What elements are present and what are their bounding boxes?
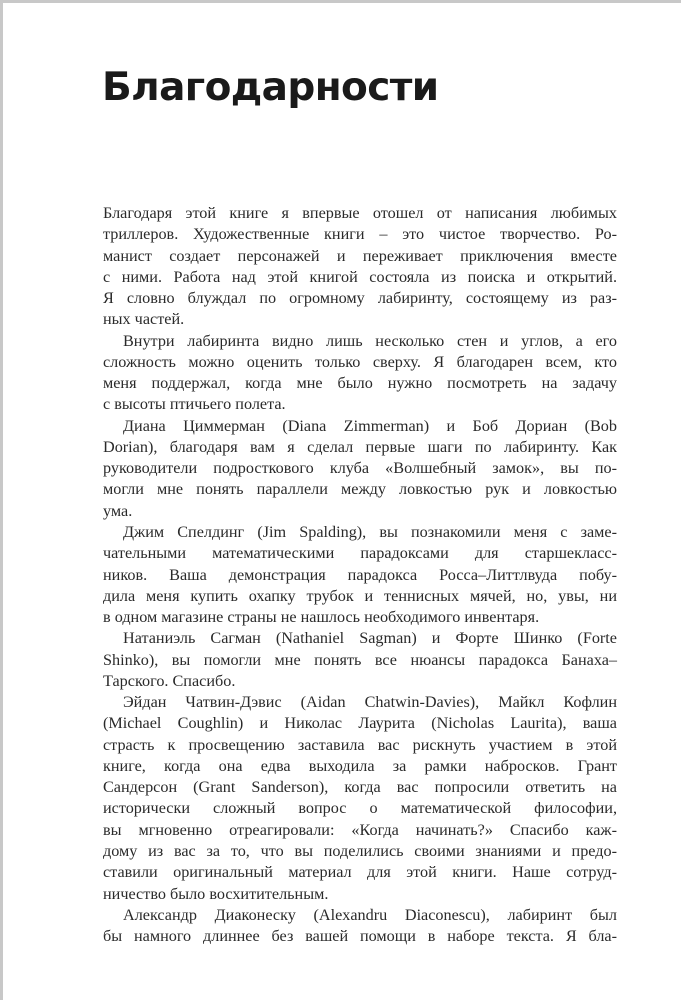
text-line: Я словно блуждал по огромному лабиринту, состоящему из раз- bbox=[103, 289, 617, 308]
text-line: Джим Спелдинг (Jim Spalding), вы познакомили меня с заме- bbox=[123, 522, 617, 541]
text-line: Dorian), благодаря вам я сделал первые шаги по лабиринту. Как bbox=[103, 437, 617, 456]
body-text bbox=[103, 203, 617, 947]
text-line: триллеров. Художественные книги – это чистое творчество. Ро- bbox=[103, 225, 617, 244]
text-line: Сандерсон (Grant Sanderson), когда вас попросили ответить на bbox=[103, 778, 617, 797]
text-line: чательными математическими парадоксами для старшекласс- bbox=[103, 544, 617, 563]
text-line: ума. bbox=[103, 501, 133, 520]
text-line: ничество было восхитительным. bbox=[103, 884, 329, 903]
text-line: могли мне понять параллели между ловкостью рук и ловкостью bbox=[103, 480, 617, 499]
paragraph bbox=[103, 203, 617, 331]
text-line: исторически сложный вопрос о математической философии, bbox=[103, 799, 617, 818]
text-line: ных частей. bbox=[103, 310, 185, 329]
text-line: страсть к просвещению заставила вас рискнуть участием в этой bbox=[103, 735, 617, 754]
text-line: манист создает персонажей и переживает приключения вместе bbox=[103, 246, 617, 265]
text-line: вы мгновенно отреагировали: «Когда начинать?» Спасибо каж- bbox=[103, 820, 617, 839]
text-line: ставили оригинальный материал для этой книги. Наше сотруд- bbox=[103, 863, 617, 882]
text-line: бы намного длиннее без вашей помощи в наборе текста. Я бла- bbox=[103, 927, 617, 946]
text-line: Александр Диаконеску (Alexandru Diaconescu), лабиринт был bbox=[123, 905, 617, 924]
paragraph bbox=[103, 692, 617, 905]
text-line: (Michael Coughlin) и Николас Лаурита (Nicholas Laurita), ваша bbox=[103, 714, 617, 733]
paragraph bbox=[103, 331, 617, 416]
text-line: дила меня купить охапку трубок и теннисных мячей, но, увы, ни bbox=[103, 586, 617, 605]
text-line: с ними. Работа над этой книгой состояла из поиска и открытий. bbox=[103, 267, 617, 286]
text-line: сложность можно оценить только сверху. Я благодарен всем, кто bbox=[103, 352, 617, 371]
text-line: дому из вас за то, что вы поделились своими знаниями и предо- bbox=[103, 841, 617, 860]
text-line: Эйдан Чатвин-Дэвис (Aidan Chatwin-Davies), Майкл Кофлин bbox=[123, 693, 617, 712]
text-line: Тарского. Спасибо. bbox=[103, 671, 236, 690]
text-line: в одном магазине страны не нашлось необходимого инвентаря. bbox=[103, 608, 540, 627]
paragraph bbox=[103, 522, 617, 628]
paragraph bbox=[103, 416, 617, 522]
text-line: Диана Циммерман (Diana Zimmerman) и Боб Дориан (Bob bbox=[123, 416, 617, 435]
text-line: руководители подросткового клуба «Волшебный замок», вы по- bbox=[103, 459, 617, 478]
text-line: Благодаря этой книге я впервые отошел от написания любимых bbox=[103, 204, 617, 222]
page-title: Благодарности bbox=[102, 65, 439, 110]
text-line: ников. Ваша демонстрация парадокса Росса–Литтлвуда побу- bbox=[103, 565, 617, 584]
text-line: Shinko), вы помогли мне понять все нюансы парадокса Банаха– bbox=[103, 650, 617, 669]
text-line: меня поддержал, когда мне было нужно посмотреть на задачу bbox=[103, 374, 617, 393]
paragraph bbox=[103, 628, 617, 692]
paragraph bbox=[103, 905, 617, 948]
text-line: с высоты птичьего полета. bbox=[103, 395, 286, 414]
text-line: книге, когда она едва выходила за рамки набросков. Грант bbox=[103, 756, 617, 775]
text-line: Натаниэль Сагман (Nathaniel Sagman) и Форте Шинко (Forte bbox=[123, 629, 617, 648]
text-line: Внутри лабиринта видно лишь несколько стен и углов, а его bbox=[123, 331, 617, 350]
